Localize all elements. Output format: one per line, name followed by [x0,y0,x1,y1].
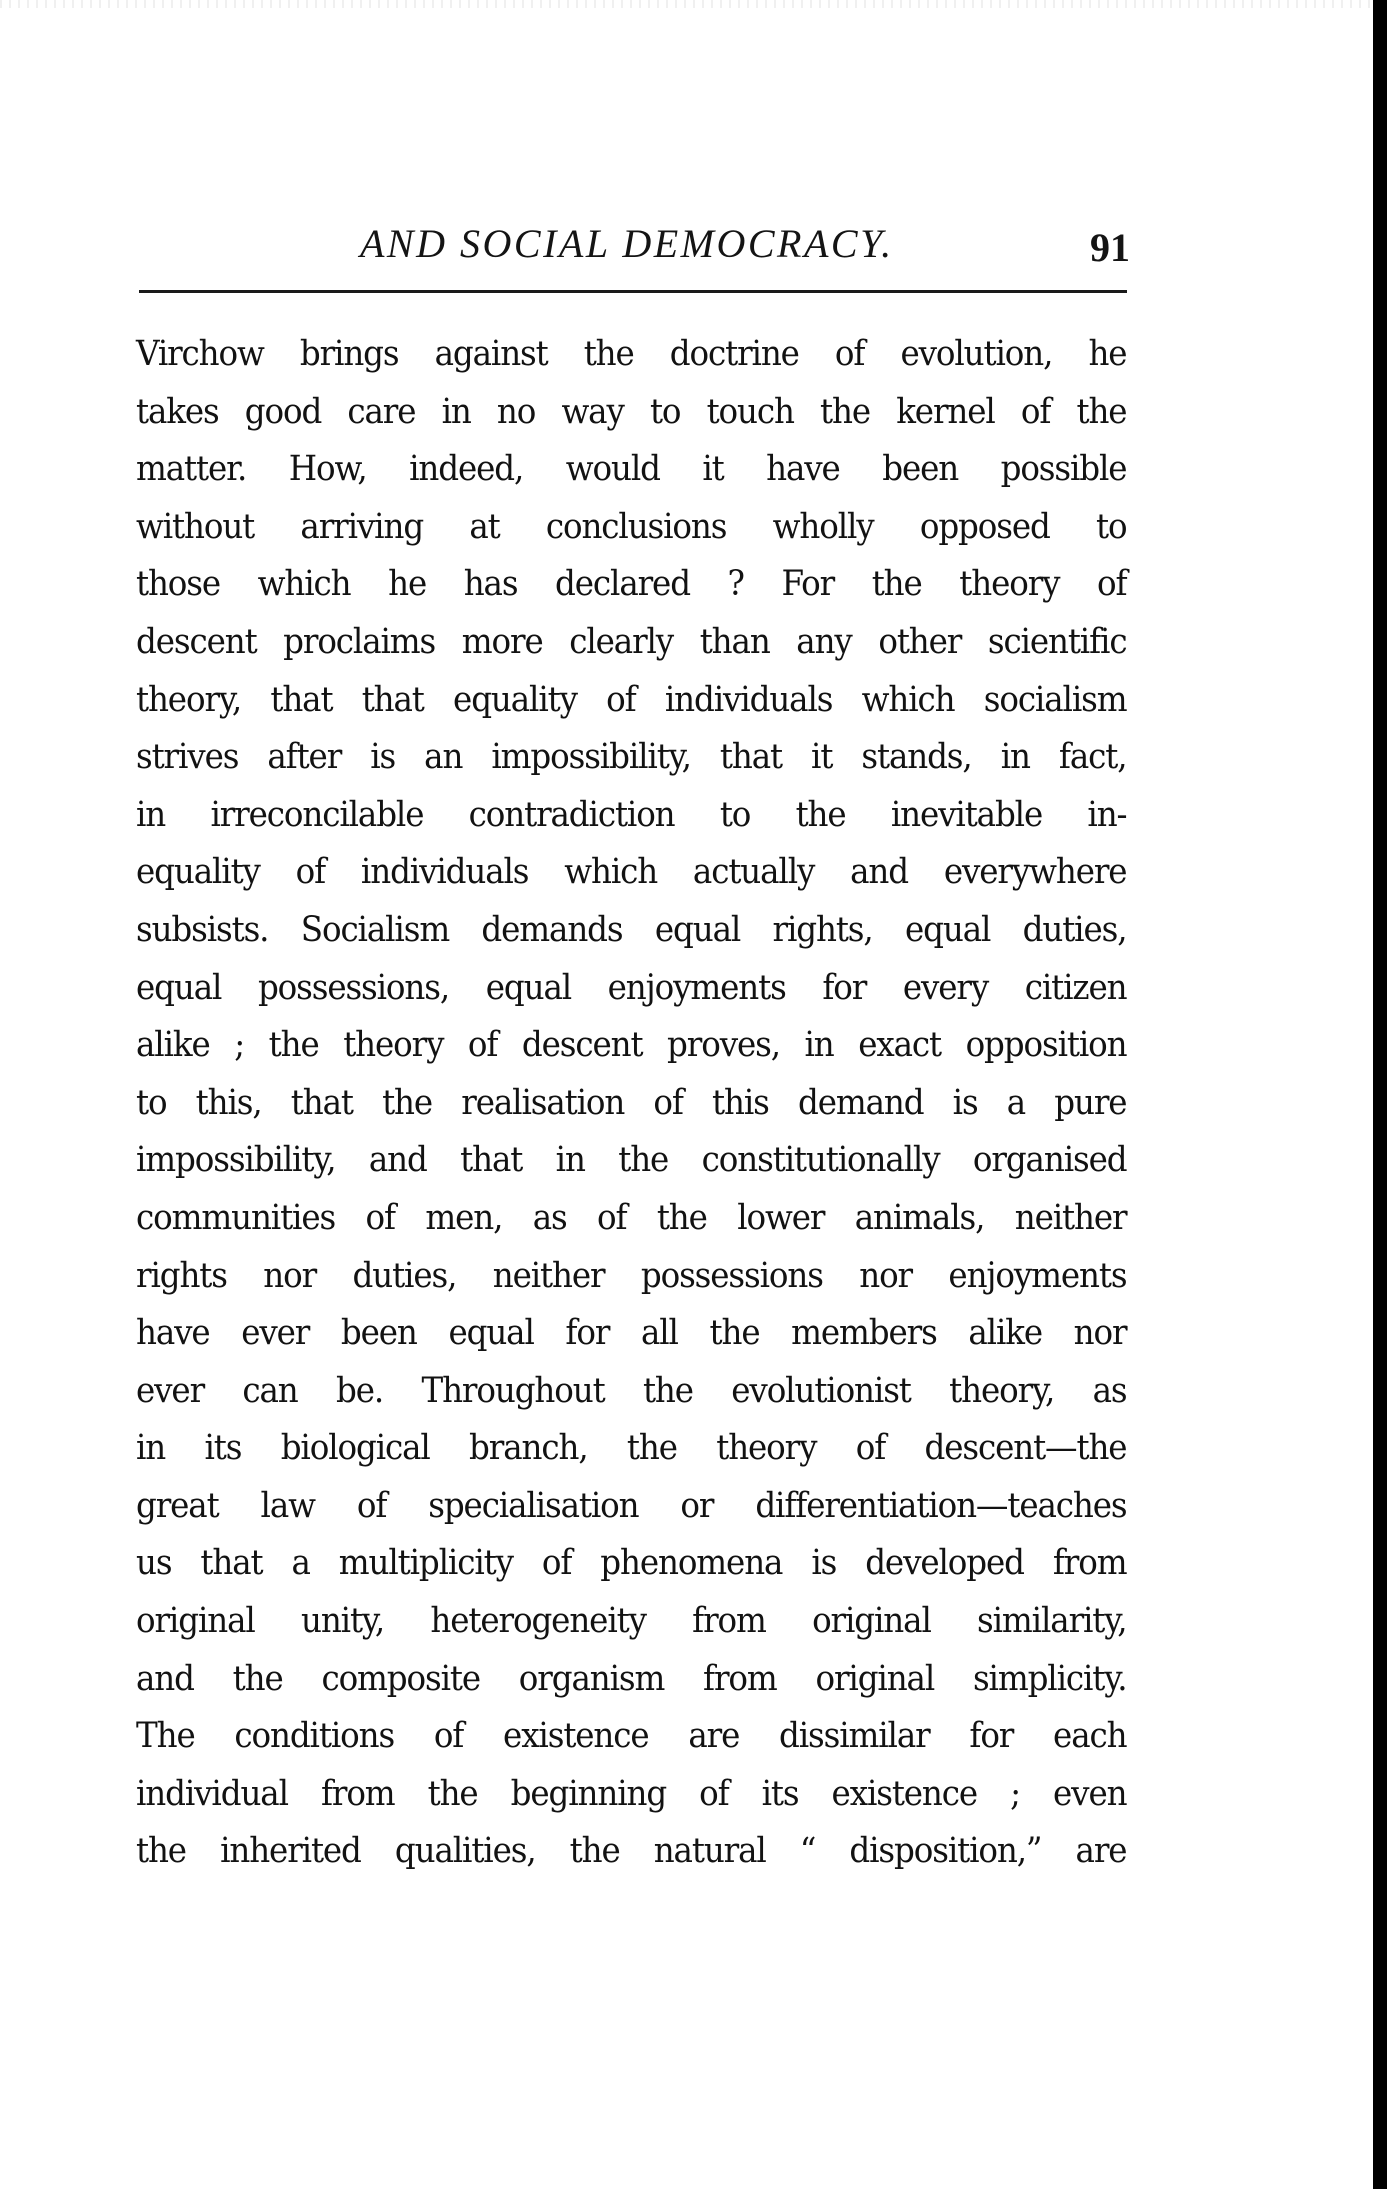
text-line: and the composite organism from original simplicity. [136,1658,1127,1699]
text-line: rights nor duties, neither possessions nor enjoyments [136,1255,1127,1296]
text-line: in its biological branch, the theory of descent—the [136,1428,1127,1469]
text-line: to this, that the realisation of this demand is a pure [136,1082,1127,1123]
text-line: strives after is an impossibility, that it stands, in fact, [136,737,1127,778]
text-line: matter. How, indeed, would it have been possible [136,449,1127,490]
text-line: in irreconcilable contradiction to the inevitable in- [136,794,1127,835]
text-line: Virchow brings against the doctrine of evolution, he [136,334,1127,374]
text-line: us that a multiplicity of phenomena is developed from [136,1543,1127,1584]
text-line: great law of specialisation or differentiation—teaches [136,1485,1127,1526]
text-line: equal possessions, equal enjoyments for every citizen [136,967,1127,1008]
text-line: have ever been equal for all the members alike nor [136,1313,1127,1354]
text-line: subsists. Socialism demands equal rights, equal duties, [136,909,1127,950]
body-text [136,326,1126,1881]
header-rule [139,290,1127,293]
running-head: AND SOCIAL DEMOCRACY. [360,221,894,266]
text-line: the inherited qualities, the natural “ disposition,” are [136,1831,1127,1872]
text-line: without arriving at conclusions wholly opposed to [136,506,1127,547]
text-line: communities of men, as of the lower animals, neither [136,1197,1127,1238]
scan-noise [0,0,1372,8]
text-line: individual from the beginning of its existence ; even [136,1773,1127,1814]
text-line: descent proclaims more clearly than any other scientific [136,621,1127,662]
text-line: takes good care in no way to touch the kernel of the [136,391,1127,432]
text-line: impossibility, and that in the constitutionally organised [136,1140,1127,1181]
page-number: 91 [1090,225,1130,270]
scan-edge-shadow [1373,0,1387,2189]
text-line: original unity, heterogeneity from original similarity, [136,1601,1127,1642]
text-line: theory, that that equality of individuals which socialism [136,679,1127,720]
text-line: ever can be. Throughout the evolutionist theory, as [136,1370,1127,1411]
text-line: The conditions of existence are dissimilar for each [136,1716,1127,1757]
text-line: equality of individuals which actually and everywhere [136,852,1127,893]
text-line: alike ; the theory of descent proves, in exact opposition [136,1025,1127,1066]
text-line: those which he has declared ? For the theory of [136,564,1127,605]
